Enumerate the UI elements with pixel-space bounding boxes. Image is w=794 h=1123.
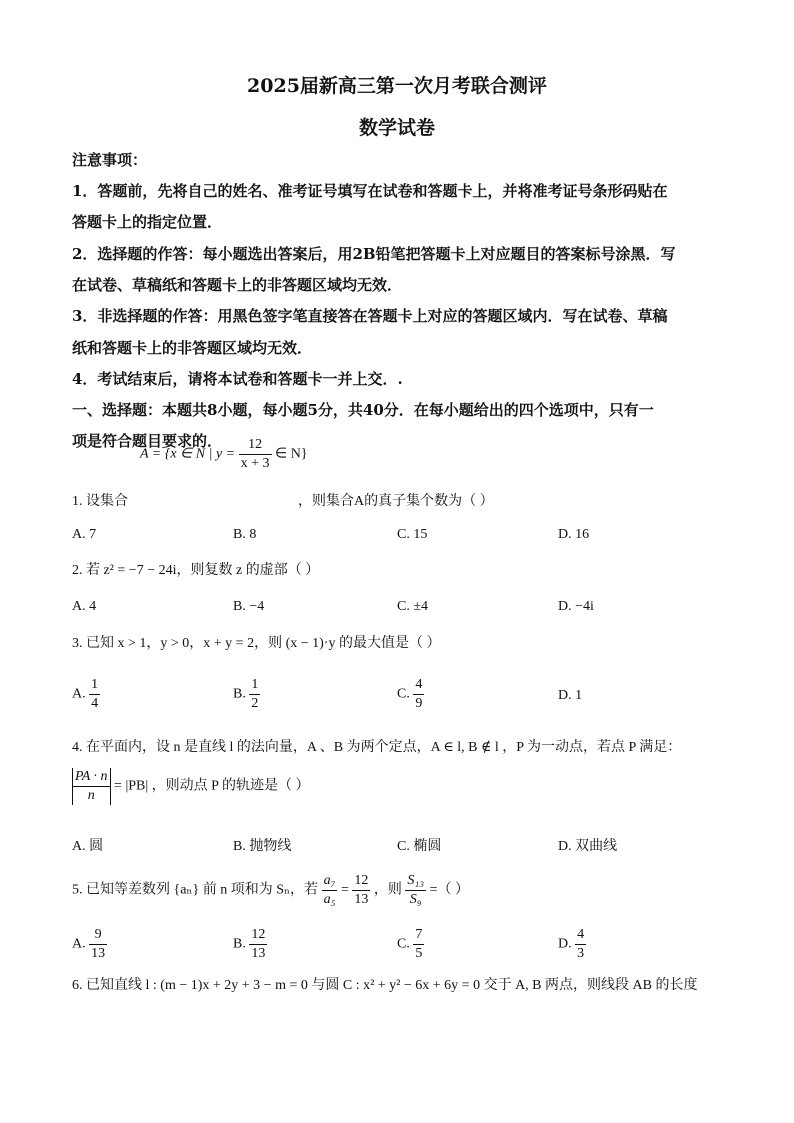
q4-option-a: A. 圆 [72, 839, 104, 854]
q1-set-fraction: $\frac{12}{x + 3}$ [240, 437, 270, 471]
q5-option-b: B. $\frac{12}{13}$ [233, 927, 266, 961]
section-heading-line-2: 项是符合题目要求的． [72, 432, 223, 450]
exam-title: 2025届新高三第一次月考联合测评 [247, 75, 547, 97]
note-line-1: 1．答题前，先将自己的姓名、准考证号填写在试卷和答题卡上，并将准考证号条形码贴在 [72, 182, 668, 200]
q2-option-c: C. ±4 [397, 599, 429, 614]
q3-option-a: A. $\frac{1}{4}$ [72, 677, 99, 711]
q5-option-d: D. $\frac{4}{3}$ [558, 927, 585, 961]
q2-stem: 2. 若 z² = −7 − 24i，则复数 z 的虚部（ ） [72, 563, 320, 578]
note-line-6: 纸和答题卡上的非答题区域均无效． [72, 339, 313, 357]
note-line-2: 答题卡上的指定位置． [72, 213, 223, 231]
notes-heading: 注意事项： [72, 151, 148, 169]
q2-option-b: B. −4 [233, 599, 265, 614]
q6-stem: 6. 已知直线 l : (m − 1)x + 2y + 3 − m = 0 与圆 C : x² + y² − 6x + 6y = 0 交于 A, B 两点，则线段 AB 的长度 [72, 978, 698, 993]
q3-option-c: C. $\frac{4}{9}$ [397, 677, 423, 711]
note-line-7: 4．考试结束后，请将本试卷和答题卡一并上交．. [72, 370, 403, 388]
q2-option-d: D. −4i [558, 599, 594, 614]
section-heading-line-1: 一、选择题：本题共8小题，每小题5分，共40分．在每小题给出的四个选项中，只有一 [72, 401, 654, 419]
q3-stem: 3. 已知 x > 1，y > 0，x + y = 2，则 (x − 1)·y 的最大值是（ ） [72, 636, 441, 651]
q1-option-c: C. 15 [397, 527, 428, 542]
q4-stem: 4. 在平面内，设 n 是直线 l 的法向量，A 、B 为两个定点，A ∈ l, B ∉ l ，P 为一动点，若点 P 满足： [72, 740, 682, 755]
q1-set-definition: A = {x ∈ N | y = $\frac{12}{x + 3}$ ∈ N} [140, 437, 308, 471]
q2-option-a: A. 4 [72, 599, 97, 614]
q1-option-a: A. 7 [72, 527, 97, 542]
q1-stem: 1. 设集合 ，则集合A的真子集个数为（ ） [72, 494, 494, 509]
note-line-4: 在试卷、草稿纸和答题卡上的非答题区域均无效． [72, 276, 403, 294]
q5-stem: 5. 已知等差数列 {aₙ} 前 n 项和为 Sₙ，若 $\frac{\text{a₇}}{\text{a₅}}$ = $\frac{12}{13}$ ，则 $\frac{\text{S₁₃}}{\text{S₉}}$ =（ ） [72, 873, 469, 907]
exam-subtitle: 数学试卷 [358, 117, 435, 139]
q4-condition: $\frac{PA \cdot n}{n}$ = |PB| ，则动点 P 的轨迹是（ ） [72, 768, 309, 805]
q4-option-d: D. 双曲线 [558, 839, 618, 854]
q4-option-c: C. 椭圆 [397, 839, 442, 854]
q1-option-d: D. 16 [558, 527, 590, 542]
q5-option-c: C. $\frac{7}{5}$ [397, 927, 423, 961]
note-line-3: 2．选择题的作答：每小题选出答案后，用2B铅笔把答题卡上对应题目的答案标号涂黑．写 [72, 245, 676, 263]
q5-option-a: A. $\frac{9}{13}$ [72, 927, 106, 961]
q3-option-d: D. 1 [558, 688, 583, 703]
q3-option-b: B. $\frac{1}{2}$ [233, 677, 259, 711]
q4-option-b: B. 抛物线 [233, 839, 292, 854]
note-line-5: 3．非选择题的作答：用黑色签字笔直接答在答题卡上对应的答题区域内．写在试卷、草稿 [72, 307, 668, 325]
q1-option-b: B. 8 [233, 527, 257, 542]
